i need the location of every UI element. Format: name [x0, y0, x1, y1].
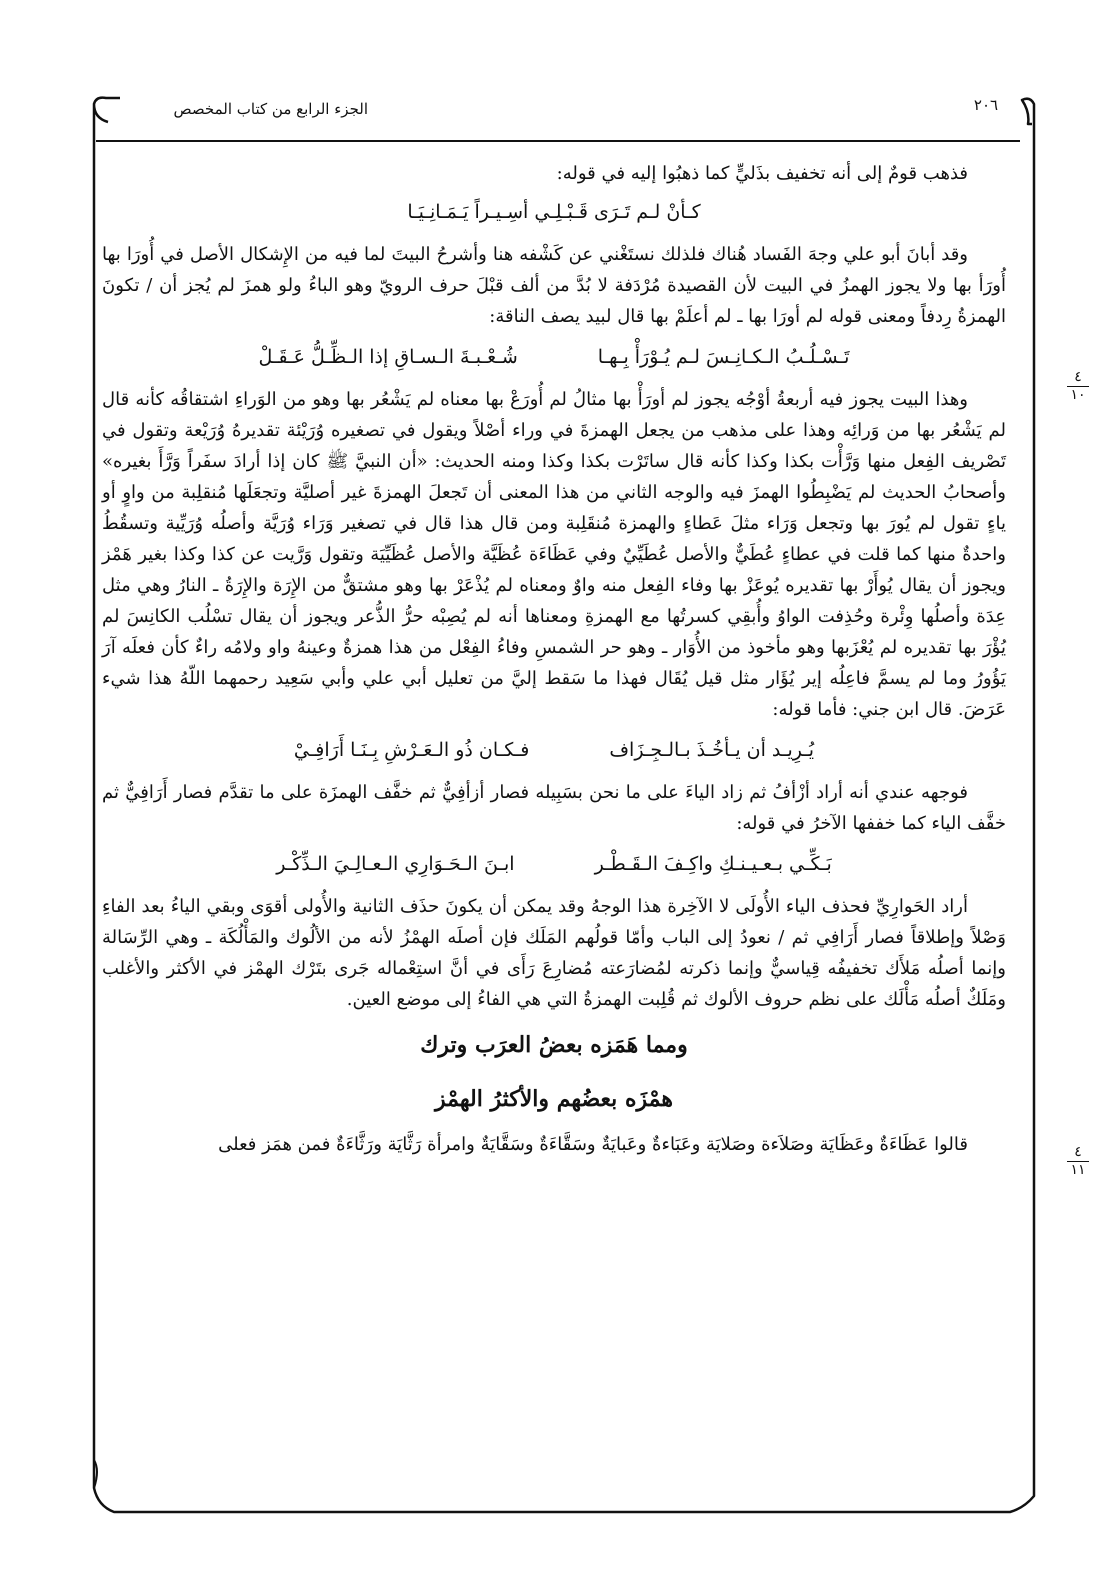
header-rule	[96, 140, 1020, 142]
verse-second-hemistich: ابـنَ الـحَـوَارِي الـعـالِـيَ الـذِّكْـر	[276, 853, 515, 875]
paragraph: وقد أبانَ أبو علي وجهَ الفَساد هُناك فلذلك نستَغْني عن كَشْفه هنا وأشرحُ البيتَ لما فيه من الإِشكال الأصل في أُورَا بها أُورَأ بها ولا يجوز الهمزُ في البيت لأن القصيدة مُرْدَفة لا بُدَّ من ألف قبْلَ حرف الرويّ وهو الباءُ ولو همزَ لم يُجز أن / تكونَ الهمزةُ رِدفاً ومعنى قوله لم أورَا بها ـ لم أعلَمْ بها قال لبيد يصف الناقة:	[102, 244, 1006, 327]
verse-line	[102, 847, 1006, 881]
verse-line: كـأنْ لـم تَـرَى قَـبْـلِـي أسِـيـراً يَـمَـانِـيَـا	[407, 201, 701, 223]
section-heading: همْزَه بعضُهم والأكثرُ الهمْز	[435, 1086, 673, 1112]
verse-first-hemistich: بَـكِّـي بـعـيـنـكِ واكِـفَ الـقَـطْـر	[594, 853, 832, 875]
paragraph: فوجهه عندي أنه أراد أزْأفُ ثم زاد الياءَ على ما نحن بسَبِيله فصار أزأفِيٌّ ثم خفَّف الهمزَة على ما تقدَّم فصار أَرَافِيٌّ ثم خفَّف الياء كما خففها الآخرُ في قوله:	[102, 782, 1006, 834]
verse-line	[102, 340, 1006, 374]
page-body	[102, 158, 1006, 1160]
running-title: الجزء الرابع من كتاب المخصص	[173, 100, 368, 118]
verse-second-hemistich: شُـعْـبـةَ الـسـاقِ إذا الـظِّـلُّ عَـقَـلْ	[258, 346, 518, 368]
margin-reference	[1058, 1145, 1098, 1178]
margin-ref-volume: ٤	[1074, 369, 1082, 385]
page-number: ٢٠٦	[973, 96, 999, 114]
paragraph: قالوا عَظَاءَةٌ وعَظَايَة وصَلاَءة وصَلايَة وعَبَاءةٌ وعَبايَةٌ وسَقَّاءَةٌ وسَقَّايَةٌ وامرأة رَثَّايَة ورَثَّاءَةٌ فمن همَز فعلى	[218, 1134, 968, 1155]
verse-first-hemistich: تَـسْـلُـبُ الـكـانِـسَ لـم يُـوْرَأْ بِـهـا	[597, 346, 850, 368]
verse-first-hemistich: يُـرِيـد أن يـأخُـذَ بـالـجِـزَاف	[609, 739, 815, 761]
section-heading: ومما هَمَزه بعضُ العرَب وترك	[420, 1032, 688, 1058]
margin-ref-page: ١١	[1070, 1162, 1086, 1178]
verse-second-hemistich: فـكـان ذُو الـعَـرْشِ بِـنَـا أَرَافِـيْ	[293, 739, 530, 761]
paragraph: فذهب قومٌ إلى أنه تخفيف بذَليٍّ كما ذهبُوا إليه في قوله:	[556, 163, 968, 184]
verse-line	[102, 733, 1006, 767]
paragraph: وهذا البيت يجوز فيه أربعةُ أوْجُه يجوز لم أورَأْ بها مثالُ لم أُورَعْ بها معناه لم يَشْعُر بها وهو من الوَراءِ اشتقاقُه كأنه قال لم يَشْعُر بها من وَرائِه وهذا على مذهب من يجعل الهمزةَ في وراء أصْلاً ويقول في تصغيره وُرَيْئة تقديرهُ وُرَيْعة وتقول في تَصْريف الفِعل منها وَرَّأْت بكذا وكذا كأنه قال ساتَرْت بكذا وكذا ومنه الحديث: «أن النبيَّ ﷺ كان إذا أرادَ سفَراً وَرَّأَ بغيره» وأصحابُ الحديث لم يَضْبِطُوا الهمزَ فيه والوجه الثاني من هذا المعنى أن تَجعلَ الهمزةَ غير أصليَّة وتجعَلَها مُنقلِبة من واوٍ أو ياءٍ تقول لم يُورَ بها وتجعل وَرَاء مثلَ عَطاءٍ والهمزة مُنقَلِبة ومن قال هذا قال في تصغير وَرَاء وُرَيَّة وأصلُه وُرَيِّية وتسقُطُ واحدةٌ منها كما قلت في عطاءٍ عُطَيٌّ والأصل عُطَيِّيٌ وفي عَظَاءَة عُظَيَّة والأصل عُظَيِّيَة وتقول وَرَّيت عن كذا وكذا بغير هَمْز ويجوز أن يقال يُوأَرْ بها تقديره يُوعَزْ بها وفاء الفِعل منه واوٌ ومعناه لم يُذْعَرْ بها وهو مشتقٌّ من الإِرَة والإِرَةُ ـ النارُ وهي مثل عِدَة وأصلُها وِئْرة وحُذِفت الواوُ وأُبقِي كسرتُها مع الهمزةِ ومعناها أنه لم يُصِبْه حرُّ الذُّعر ويجوز أن يقال تسْلُب الكانِسَ لم يُؤْرَ بها تقديره لم يُعْزَبها وهو مأخوذ من الأُوَار ـ وهو حر الشمسِ وفاءُ الفِعْل من هذا همزةٌ وعينهُ واو ولامُه راءٌ كأن فعلَه آرَ يَؤُورُ وما لم يسمَّ فاعِلُه إير يُؤَار مثل قيل يُقَال فهذا ما سَقط إليَّ من تعليل أبي علي وأبي سَعِيد رحمهما اللّهُ هذا شيء عَرَضَ. قال ابن جني: فأما قوله:	[102, 389, 1006, 720]
margin-reference	[1058, 370, 1098, 403]
paragraph: أراد الحَوارِيِّ فحذف الياء الأُولَى لا الآخِرة هذا الوجهُ وقد يمكن أن يكونَ حذَف الثانية والأُولى أقوَى وبقي الياءُ بعد الفاءِ وَصْلاً وإطلاقاً فصار أَرَافِي ثم / نعودُ إلى الباب وأمّا قولُهم المَلَك فإن أصلَه الهمْزُ لأنه من الألُوك والمَأْلُكَة ـ وهي الرِّسَالة وإنما أصلُه مَلأَك تخفيفُه قِياسيٌّ وإنما ذكرته لمُضارَعته مُضارِعَ رَأَى في أنَّ استِعْماله جَرى بتَرْك الهمْز في الأكثر والأغلب ومَلَكٌ أصلُه مَأْلَك على نظم حروف الألوك ثم قُلِبت الهمزةُ التي هي الفاءُ إلى موضع العين.	[102, 896, 1006, 1010]
margin-ref-page: ١٠	[1070, 387, 1086, 403]
margin-ref-volume: ٤	[1074, 1144, 1082, 1160]
